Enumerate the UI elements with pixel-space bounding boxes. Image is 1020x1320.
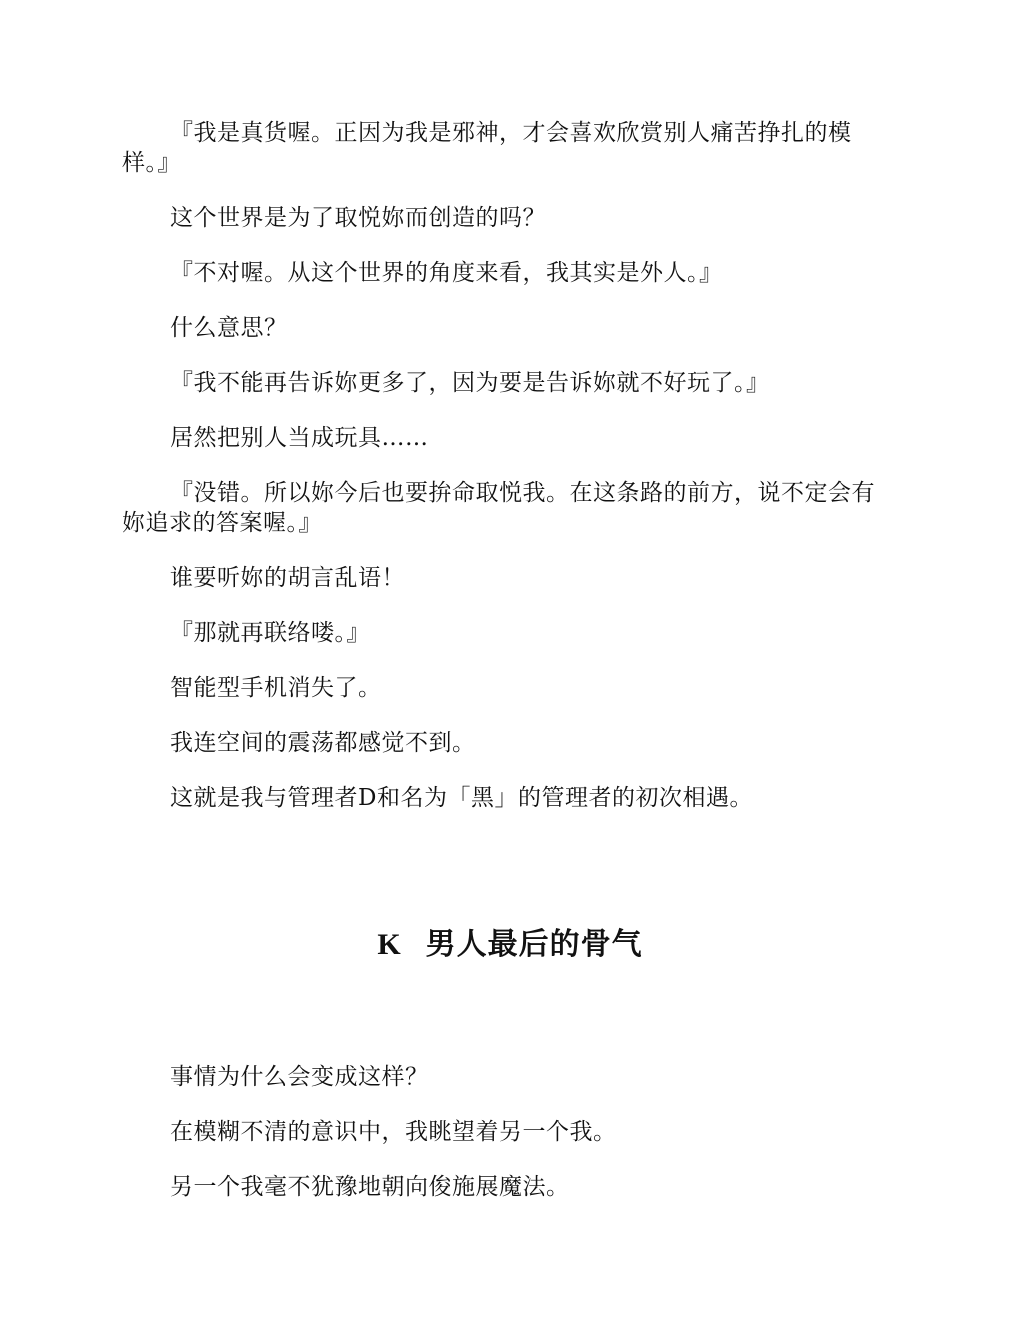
paragraph: 『那就再联络喽。』 (170, 620, 370, 646)
paragraph: 这就是我与管理者D和名为「黑」的管理者的初次相遇。 (170, 785, 753, 811)
paragraph: 在模糊不清的意识中，我眺望着另一个我。 (170, 1119, 617, 1145)
paragraph: 我连空间的震荡都感觉不到。 (170, 730, 476, 756)
section-title-text: 男人最后的骨气 (425, 927, 643, 962)
paragraph: 『我不能再告诉妳更多了，因为要是告诉妳就不好玩了。』 (170, 370, 770, 396)
document-page (122, 118, 898, 1227)
paragraph: 事情为什么会变成这样？ (170, 1064, 429, 1090)
paragraph: 『不对喔。从这个世界的角度来看，我其实是外人。』 (170, 260, 723, 286)
paragraph: 居然把别人当成玩具…… (170, 425, 429, 451)
paragraph: 什么意思？ (170, 315, 288, 341)
section-letter: K (377, 928, 402, 961)
paragraph: 『没错。所以妳今后也要拚命取悦我。在这条路的前方，说不定会有妳追求的答案喔。』 (122, 480, 875, 536)
paragraph: 另一个我毫不犹豫地朝向俊施展魔法。 (170, 1174, 570, 1200)
paragraph: 『我是真货喔。正因为我是邪神，才会喜欢欣赏别人痛苦挣扎的模样。』 (122, 120, 852, 176)
paragraph: 智能型手机消失了。 (170, 675, 382, 701)
paragraph: 这个世界是为了取悦妳而创造的吗？ (170, 205, 546, 231)
paragraph: 谁要听妳的胡言乱语！ (170, 565, 405, 591)
section-heading (122, 928, 898, 962)
